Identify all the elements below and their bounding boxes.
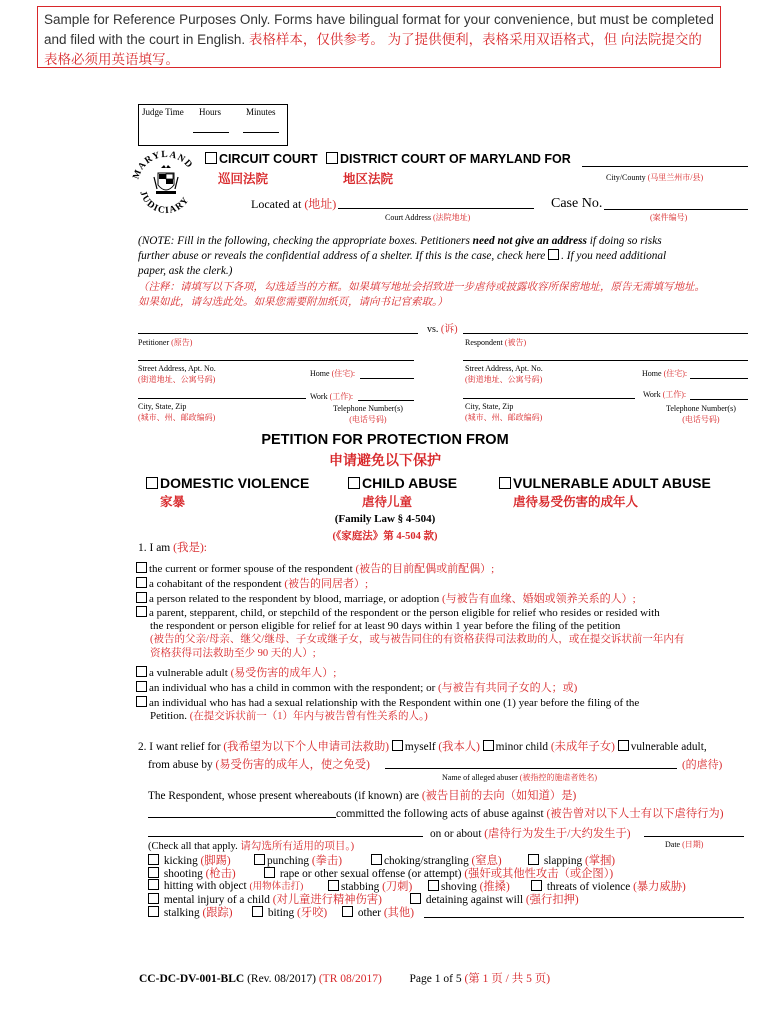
act-other[interactable]: other (其他) xyxy=(342,904,414,920)
of-abuse-label-zh: (的虐待) xyxy=(682,759,723,771)
spouse-checkbox[interactable] xyxy=(136,562,147,573)
detaining-checkbox[interactable] xyxy=(410,893,421,904)
vs-label: vs. (诉) xyxy=(427,324,458,335)
date-caption: Date (日期) xyxy=(665,840,704,849)
related-checkbox[interactable] xyxy=(136,592,147,603)
rape-checkbox[interactable] xyxy=(264,867,275,878)
act-stalking[interactable]: stalking (跟踪) xyxy=(148,904,233,920)
victims-field[interactable] xyxy=(148,836,423,837)
stabbing-checkbox[interactable] xyxy=(328,880,339,891)
common-child-checkbox[interactable] xyxy=(136,681,147,692)
act-rape[interactable]: rape or other sexual offense (or attempt) (强奸或其他性攻击（或企图）) xyxy=(264,865,613,881)
check-all-instruction: (Check all that apply. 请勾选所有适用的项目。) xyxy=(148,841,355,852)
hitting-checkbox[interactable] xyxy=(148,879,159,890)
stalking-checkbox[interactable] xyxy=(148,906,159,917)
city-county-caption: City/County (马里兰州市/县) xyxy=(606,173,704,182)
confidential-address-checkbox[interactable] xyxy=(548,249,559,260)
respondent-telephone-caption: Telephone Number(s) (电话号码) xyxy=(666,404,736,424)
respondent-caption: Respondent (被告) xyxy=(465,338,527,347)
petitioner-work-label: Work (工作): xyxy=(310,392,354,401)
abuse-date-field[interactable] xyxy=(644,836,744,837)
vulnerable-adult-relation-checkbox[interactable] xyxy=(136,666,147,677)
form-footer xyxy=(139,970,550,986)
petitioner-city-caption: City, State, Zip (城市、州、邮政编码) xyxy=(138,402,216,422)
case-no-field[interactable] xyxy=(604,209,748,210)
relation-option-vulnerable-adult[interactable]: a vulnerable adult (易受伤害的成年人）; xyxy=(136,666,336,680)
respondent-home-phone-field[interactable] xyxy=(690,378,748,379)
relation-option-parent[interactable]: a parent, stepparent, child, or stepchild of the respondent or the person eligible for relief who resides or resided with the respondent or person eligible for relief for at least 90 days within 1 year before the filing of the petition (被告的父亲/母亲、继父/继母、子女或继子女，或与被告同住的有资格获得司法救助的人，或在提交诉状前一年内有 资格获得司法救助至少 90 天的人）; xyxy=(136,606,684,660)
child-abuse-checkbox[interactable] xyxy=(348,477,360,489)
case-no-label: Case No. xyxy=(551,196,603,211)
reference-banner xyxy=(37,6,721,68)
from-abuse-label: from abuse by (易受伤害的成年人，使之免受) xyxy=(148,759,370,771)
act-detaining[interactable]: detaining against will (强行扣押) xyxy=(410,891,579,907)
abuser-name-caption: Name of alleged abuser (被指控的施虐者姓名) xyxy=(442,773,598,782)
punching-checkbox[interactable] xyxy=(254,854,265,865)
minutes-field[interactable] xyxy=(243,132,279,133)
court-address-caption: Court Address (法院地址) xyxy=(385,213,471,222)
petitioner-work-phone-field[interactable] xyxy=(358,400,414,401)
committed-label: committed the following acts of abuse against (被告曾对以下人士有以下虐待行为) xyxy=(336,808,724,820)
respondent-street-caption: Street Address, Apt. No. (街道地址、公寓号码) xyxy=(465,364,543,384)
relation-option-related[interactable]: a person related to the respondent by blood, marriage, or adoption (与被告有血缘、婚姻或领养关系的人）; xyxy=(136,592,636,606)
act-hitting[interactable]: hitting with object (用物体击打) xyxy=(148,878,303,892)
seal-bottom-text: JUDICIARY xyxy=(137,189,192,217)
hours-field[interactable] xyxy=(193,132,229,133)
petitioner-telephone-caption: Telephone Number(s) (电话号码) xyxy=(333,404,403,424)
relation-option-common-child[interactable]: an individual who has a child in common with the respondent; or (与被告有共同子女的人；或) xyxy=(136,681,577,695)
judge-time-label: Judge Time xyxy=(142,107,184,117)
maryland-judiciary-seal xyxy=(130,147,202,219)
petitioner-caption: Petitioner (原告) xyxy=(138,338,193,347)
petitioner-street-field[interactable] xyxy=(138,360,414,361)
form-number: CC-DC-DV-001-BLC xyxy=(139,973,245,985)
section1-label: 1. I am (我是): xyxy=(138,542,207,554)
translation-date: (TR 08/2017) xyxy=(318,973,382,985)
page-number: Page 1 of 5 xyxy=(409,973,462,985)
domestic-violence-option[interactable]: DOMESTIC VIOLENCE xyxy=(146,475,309,491)
child-abuse-option[interactable]: CHILD ABUSE xyxy=(348,475,457,491)
parent-checkbox[interactable] xyxy=(136,606,147,617)
court-address-field[interactable] xyxy=(338,208,534,209)
district-court-option[interactable] xyxy=(326,152,571,166)
relief-myself-checkbox[interactable] xyxy=(392,740,403,751)
slapping-checkbox[interactable] xyxy=(528,854,539,865)
shoving-checkbox[interactable] xyxy=(428,880,439,891)
respondent-home-label: Home (住宅): xyxy=(642,369,688,378)
seal-top-text: MARYLAND xyxy=(131,149,195,181)
act-punching[interactable]: punching (拳击) xyxy=(254,852,342,868)
respondent-name-field[interactable] xyxy=(463,333,748,334)
family-law-citation-zh: (《家庭法》第 4-504 款) xyxy=(332,531,438,542)
vulnerable-adult-option[interactable]: VULNERABLE ADULT ABUSE xyxy=(499,475,711,491)
act-kicking[interactable]: kicking (脚踢) xyxy=(148,852,231,868)
relief-vulnerable-adult-checkbox[interactable] xyxy=(618,740,629,751)
relation-option-spouse[interactable]: the current or former spouse of the respondent (被告的目前配偶或前配偶）; xyxy=(136,562,494,576)
section2-relief-row: 2. I want relief for (我希望为以下个人申请司法救助) myself (我本人) minor child (未成年子女) vulnerable adult, xyxy=(138,741,707,753)
petitioner-street-caption: Street Address, Apt. No. (街道地址、公寓号码) xyxy=(138,364,216,384)
respondent-city-field[interactable] xyxy=(463,398,635,399)
act-shoving[interactable]: shoving (推搡) xyxy=(428,878,510,894)
respondent-work-label: Work (工作): xyxy=(643,390,687,399)
hours-label: Hours xyxy=(199,107,221,117)
act-choking[interactable]: choking/strangling (窒息) xyxy=(371,852,502,868)
family-law-citation: (Family Law § 4-504) xyxy=(334,513,436,525)
petitioner-home-label: Home (住宅): xyxy=(310,369,356,378)
respondent-work-phone-field[interactable] xyxy=(690,399,748,400)
respondent-city-caption: City, State, Zip (城市、州、邮政编码) xyxy=(465,402,543,422)
relation-option-sexual-relationship[interactable]: an individual who has had a sexual relationship with the Respondent within one (1) year before the filing of the Petition. (在提交诉状前一（1）年内与被告曾有性关系的人。) xyxy=(136,696,639,723)
act-biting[interactable]: biting (牙咬) xyxy=(252,904,327,920)
seal-emblem-icon xyxy=(130,147,202,219)
relief-minor-child-checkbox[interactable] xyxy=(483,740,494,751)
note-paragraph: (NOTE: Fill in the following, checking the appropriate boxes. Petitioners need not give an address if doing so risks further abuse or reveals the confidential address of a shelter. If this is the case, check here . If you need additional paper, ask the clerk.) xyxy=(138,235,667,277)
vulnerable-adult-label-zh: 虐待易受伤害的成年人 xyxy=(513,495,639,509)
act-threats[interactable]: threats of violence (暴力威胁) xyxy=(531,878,686,894)
act-shooting[interactable]: shooting (枪击) xyxy=(148,865,236,881)
abuser-name-field[interactable] xyxy=(385,768,677,769)
city-county-field[interactable] xyxy=(582,166,748,167)
circuit-court-option[interactable] xyxy=(205,152,318,166)
choking-checkbox[interactable] xyxy=(371,854,382,865)
other-checkbox[interactable] xyxy=(342,906,353,917)
petition-title-zh: 申请避免以下保护 xyxy=(329,452,441,468)
case-no-caption-zh: (案件编号) xyxy=(650,213,688,222)
banner-text-en: Sample for Reference Purposes Only. Forms have bilingual format for your convenience, but must be completed and filed with the court in English. xyxy=(44,12,714,47)
petition-title: PETITION FOR PROTECTION FROM xyxy=(261,432,509,448)
whereabouts-field[interactable] xyxy=(148,817,336,818)
district-court-label: DISTRICT COURT OF MARYLAND FOR xyxy=(340,152,571,166)
kicking-checkbox[interactable] xyxy=(148,854,159,865)
district-court-checkbox[interactable] xyxy=(326,152,338,164)
act-mental-injury[interactable]: mental injury of a child (对儿童进行精神伤害) xyxy=(148,891,382,907)
petitioner-home-phone-field[interactable] xyxy=(360,378,414,379)
child-abuse-label-zh: 虐待儿童 xyxy=(362,495,413,509)
vulnerable-adult-checkbox[interactable] xyxy=(499,477,511,489)
district-court-label-zh: 地区法院 xyxy=(343,172,394,186)
located-at-label: Located at (地址) xyxy=(251,197,337,211)
revision-date: (Rev. 08/2017) xyxy=(247,973,316,985)
sexual-relationship-checkbox[interactable] xyxy=(136,696,147,707)
judge-time-box xyxy=(138,104,288,146)
cohabitant-checkbox[interactable] xyxy=(136,577,147,588)
act-stabbing[interactable]: stabbing (刀刺) xyxy=(328,878,412,894)
other-act-field[interactable] xyxy=(424,917,744,918)
relation-option-cohabitant[interactable]: a cohabitant of the respondent (被告的同居者）; xyxy=(136,577,368,591)
respondent-street-field[interactable] xyxy=(463,360,748,361)
threats-checkbox[interactable] xyxy=(531,880,542,891)
petitioner-name-field[interactable] xyxy=(138,333,418,334)
circuit-court-checkbox[interactable] xyxy=(205,152,217,164)
banner-text-zh: 表格样本，仅供参考。 为了提供便利，表格采用双语格式，但 向法院提交的表格必须用英语填写。 xyxy=(44,32,702,67)
on-or-about-label: on or about (虐待行为发生于/大约发生于) xyxy=(430,828,631,840)
act-slapping[interactable]: slapping (掌掴) xyxy=(528,852,615,868)
page-number-zh: (第 1 页 / 共 5 页) xyxy=(464,973,551,985)
biting-checkbox[interactable] xyxy=(252,906,263,917)
note-paragraph-zh: （注释：请填写以下各项，勾选适当的方框。如果填写地址会招致进一步虐待或披露收容所保密地址，原告无需填写地址。 如果如此，请勾选此处。如果您需要附加纸页，请向书记官索取。） xyxy=(138,282,705,308)
mental-injury-checkbox[interactable] xyxy=(148,893,159,904)
minutes-label: Minutes xyxy=(246,107,276,117)
petitioner-city-field[interactable] xyxy=(138,398,306,399)
whereabouts-label: The Respondent, whose present whereabouts (if known) are (被告目前的去向（如知道）是) xyxy=(148,790,577,802)
shooting-checkbox[interactable] xyxy=(148,867,159,878)
circuit-court-label-zh: 巡回法院 xyxy=(218,172,269,186)
domestic-violence-checkbox[interactable] xyxy=(146,477,158,489)
domestic-violence-label-zh: 家暴 xyxy=(160,495,186,509)
circuit-court-label: CIRCUIT COURT xyxy=(219,152,318,166)
